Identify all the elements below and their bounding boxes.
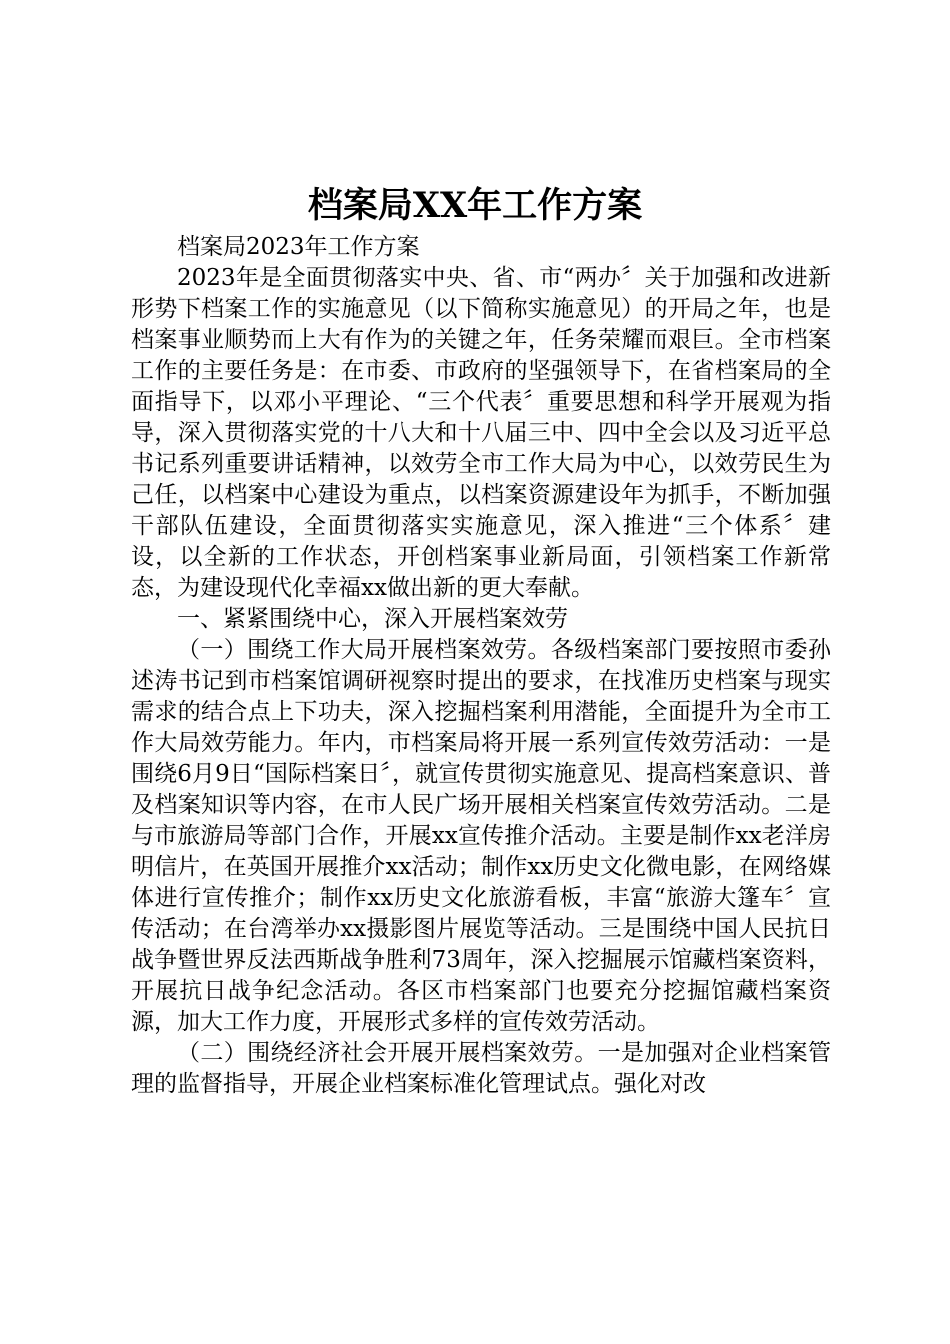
document-subtitle: 档案局2023年工作方案 [177, 234, 420, 260]
paragraph: 2023年是全面贯彻落实中央、省、市“两办〞关于加强和改进新形势下档案工作的实施意见（以下简称实施意见）的开局之年，也是档案事业顺势而上大有作为的关键之年，任务荣耀而艰巨。全市档案工作的主要任务是：在市委、市政府的坚强领导下，在省档案局的全面指导下，以邓小平理论、“三个代表〞重要思想和科学开展观为指导，深入贯彻落实党的十八大和十八届三中、四中全会以及习近平总书记系列重要讲话精神，以效劳全市工作大局为中心，以效劳民生为己任，以档案中心建设为重点，以档案资源建设年为抓手，不断加强干部队伍建设，全面贯彻落实实施意见，深入推进“三个体系〞建设，以全新的工作状态，开创档案事业新局面，引领档案工作新常态，为建设现代化幸福xx做出新的更大奉献。 [131, 265, 831, 601]
document-title: 档案局XX年工作方案 [307, 185, 643, 226]
paragraph: （二）围绕经济社会开展开展档案效劳。一是加强对企业档案管理的监督指导，开展企业档案标准化管理试点。强化对改 [131, 1040, 831, 1097]
section-heading: 一、紧紧围绕中心，深入开展档案效劳 [177, 606, 568, 632]
document-body [131, 232, 831, 1100]
paragraph: （一）围绕工作大局开展档案效劳。各级档案部门要按照市委孙述涛书记到市档案馆调研视察时提出的要求，在找准历史档案与现实需求的结合点上下功夫，深入挖掘档案利用潜能，全面提升为全市工作大局效劳能力。年内，市档案局将开展一系列宣传效劳活动：一是围绕6月9日“国际档案日〞，就宣传贯彻实施意见、提高档案意识、普及档案知识等内容，在市人民广场开展相关档案宣传效劳活动。二是与市旅游局等部门合作，开展xx宣传推介活动。主要是制作xx老洋房明信片，在英国开展推介xx活动；制作xx历史文化微电影，在网络媒体进行宣传推介；制作xx历史文化旅游看板，丰富“旅游大篷车〞宣传活动；在台湾举办xx摄影图片展览等活动。三是围绕中国人民抗日战争暨世界反法西斯战争胜利73周年，深入挖掘展示馆藏档案资料，开展抗日战争纪念活动。各区市档案部门也要充分挖掘馆藏档案资源，加大工作力度，开展形式多样的宣传效劳活动。 [131, 637, 831, 1035]
